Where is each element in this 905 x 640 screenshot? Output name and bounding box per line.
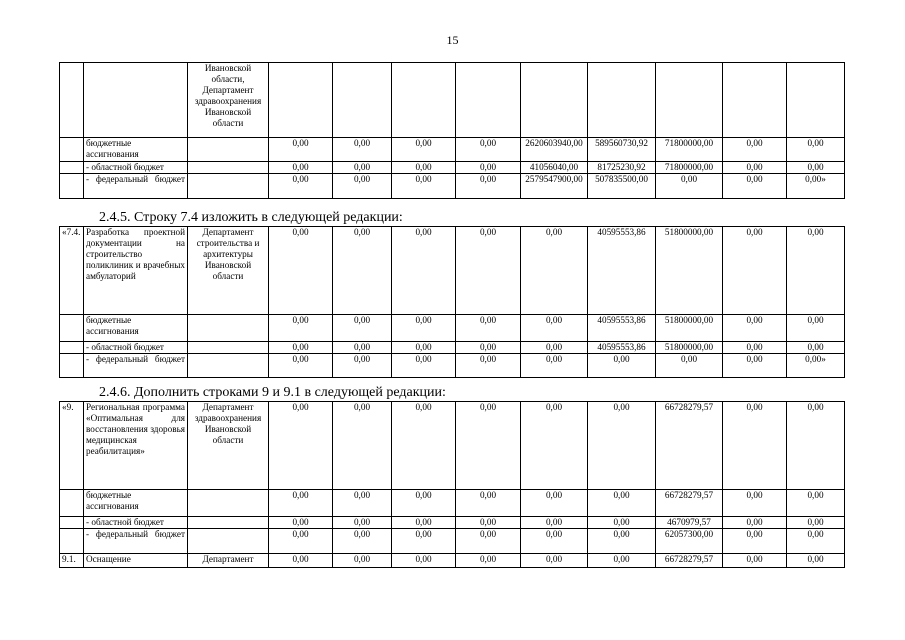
- value-cell: 0,00: [392, 138, 456, 162]
- value-cell: 0,00: [588, 517, 656, 529]
- section-heading-2-4-5: 2.4.5. Строку 7.4 изложить в следующей редакции:: [99, 210, 403, 225]
- item-name-cell: [84, 63, 188, 138]
- value-cell: 66728279,57: [656, 490, 723, 517]
- row-number-cell: 9.1.: [60, 554, 84, 568]
- value-cell: 0,00: [723, 342, 787, 354]
- value-cell: 0,00: [456, 174, 521, 199]
- value-cell: 81725230,92: [588, 162, 656, 174]
- row-number-cell: [60, 63, 84, 138]
- row-number-cell: «9.: [60, 402, 84, 490]
- value-cell: 0,00: [392, 554, 456, 568]
- table-row: [60, 315, 845, 342]
- table-row: [60, 517, 845, 529]
- executor-cell: [188, 162, 269, 174]
- value-cell: 0,00: [521, 315, 588, 342]
- value-cell: 0,00: [333, 315, 392, 342]
- executor-cell: [188, 174, 269, 199]
- row-number-cell: [60, 174, 84, 199]
- item-name-cell: - областной бюджет: [84, 342, 188, 354]
- value-cell: 40595553,86: [588, 227, 656, 315]
- row-number-cell: [60, 138, 84, 162]
- row-number-cell: [60, 354, 84, 378]
- value-cell: 589560730,92: [588, 138, 656, 162]
- budget-table-rows-9: [59, 401, 845, 568]
- table-row: [60, 138, 845, 162]
- value-cell: 0,00: [456, 227, 521, 315]
- value-cell: 0,00: [723, 402, 787, 490]
- value-cell: 2620603940,00: [521, 138, 588, 162]
- value-cell: 0,00: [456, 138, 521, 162]
- value-cell: 2579547900,00: [521, 174, 588, 199]
- item-name-cell: бюджетные ассигнования: [84, 138, 188, 162]
- row-number-cell: [60, 490, 84, 517]
- value-cell: 0,00: [333, 402, 392, 490]
- value-cell: [588, 63, 656, 138]
- value-cell: 0,00: [723, 138, 787, 162]
- value-cell: 0,00: [521, 354, 588, 378]
- value-cell: 0,00: [588, 554, 656, 568]
- value-cell: 0,00: [521, 529, 588, 554]
- table-row: [60, 402, 845, 490]
- value-cell: 0,00: [588, 529, 656, 554]
- value-cell: 0,00: [787, 517, 845, 529]
- value-cell: [787, 63, 845, 138]
- value-cell: 0,00: [787, 342, 845, 354]
- value-cell: 0,00: [269, 490, 333, 517]
- value-cell: 0,00: [787, 162, 845, 174]
- value-cell: 0,00: [269, 529, 333, 554]
- value-cell: [521, 63, 588, 138]
- value-cell: 0,00: [588, 402, 656, 490]
- value-cell: 0,00: [456, 402, 521, 490]
- value-cell: 0,00: [656, 354, 723, 378]
- value-cell: [333, 63, 392, 138]
- item-name-cell: - федеральный бюджет: [84, 529, 188, 554]
- value-cell: 0,00: [723, 227, 787, 315]
- value-cell: 0,00: [269, 402, 333, 490]
- value-cell: 0,00: [656, 174, 723, 199]
- table-row: [60, 162, 845, 174]
- value-cell: 0,00: [269, 342, 333, 354]
- value-cell: 62057300,00: [656, 529, 723, 554]
- value-cell: 0,00: [787, 490, 845, 517]
- value-cell: 0,00: [456, 315, 521, 342]
- executor-cell: Департамент: [188, 554, 269, 568]
- value-cell: 0,00: [392, 517, 456, 529]
- row-number-cell: [60, 517, 84, 529]
- value-cell: 0,00: [333, 138, 392, 162]
- value-cell: 0,00: [333, 227, 392, 315]
- value-cell: 0,00: [521, 554, 588, 568]
- value-cell: 0,00: [723, 162, 787, 174]
- value-cell: 0,00: [588, 354, 656, 378]
- value-cell: 0,00: [392, 402, 456, 490]
- value-cell: 0,00: [456, 354, 521, 378]
- value-cell: 0,00: [333, 517, 392, 529]
- value-cell: 0,00: [333, 162, 392, 174]
- value-cell: 0,00: [723, 315, 787, 342]
- executor-cell: [188, 342, 269, 354]
- table-row: [60, 63, 845, 138]
- value-cell: 0,00: [269, 174, 333, 199]
- value-cell: 0,00: [269, 138, 333, 162]
- item-name-cell: - областной бюджет: [84, 162, 188, 174]
- value-cell: 0,00»: [787, 174, 845, 199]
- value-cell: 71800000,00: [656, 162, 723, 174]
- table-row: [60, 354, 845, 378]
- table-row: [60, 342, 845, 354]
- value-cell: 0,00: [456, 162, 521, 174]
- value-cell: 0,00: [521, 517, 588, 529]
- value-cell: 0,00: [723, 354, 787, 378]
- row-number-cell: [60, 342, 84, 354]
- value-cell: 0,00»: [787, 354, 845, 378]
- value-cell: 0,00: [521, 342, 588, 354]
- value-cell: 66728279,57: [656, 402, 723, 490]
- value-cell: 0,00: [392, 162, 456, 174]
- value-cell: 4670979,57: [656, 517, 723, 529]
- value-cell: 0,00: [521, 227, 588, 315]
- value-cell: 0,00: [333, 354, 392, 378]
- value-cell: 0,00: [723, 529, 787, 554]
- table-row: [60, 227, 845, 315]
- value-cell: 0,00: [392, 529, 456, 554]
- value-cell: 0,00: [787, 554, 845, 568]
- row-number-cell: «7.4.: [60, 227, 84, 315]
- value-cell: 0,00: [392, 342, 456, 354]
- executor-cell: [188, 517, 269, 529]
- item-name-cell: бюджетные ассигнования: [84, 315, 188, 342]
- value-cell: 0,00: [333, 490, 392, 517]
- value-cell: 0,00: [787, 402, 845, 490]
- value-cell: 51800000,00: [656, 342, 723, 354]
- executor-cell: [188, 315, 269, 342]
- value-cell: 0,00: [787, 138, 845, 162]
- value-cell: 41056040,00: [521, 162, 588, 174]
- value-cell: 0,00: [333, 174, 392, 199]
- row-number-cell: [60, 315, 84, 342]
- row-number-cell: [60, 162, 84, 174]
- item-name-cell: бюджетные ассигнования: [84, 490, 188, 517]
- value-cell: 0,00: [723, 174, 787, 199]
- value-cell: 0,00: [787, 529, 845, 554]
- value-cell: 0,00: [269, 554, 333, 568]
- item-name-cell: Оснащение: [84, 554, 188, 568]
- executor-cell: Департамент здравоохранения Ивановской области: [188, 402, 269, 490]
- value-cell: 0,00: [269, 227, 333, 315]
- value-cell: 51800000,00: [656, 227, 723, 315]
- item-name-cell: Разработка проектной документации на строительство поликлиник и врачебных амбулаторий: [84, 227, 188, 315]
- value-cell: 0,00: [456, 490, 521, 517]
- value-cell: 0,00: [456, 517, 521, 529]
- value-cell: 507835500,00: [588, 174, 656, 199]
- section-heading-2-4-6: 2.4.6. Дополнить строками 9 и 9.1 в следующей редакции:: [99, 385, 446, 400]
- value-cell: 66728279,57: [656, 554, 723, 568]
- budget-table-row-7-4: [59, 226, 845, 378]
- value-cell: 0,00: [269, 315, 333, 342]
- budget-table-continuation: [59, 62, 845, 199]
- table-row: [60, 554, 845, 568]
- value-cell: [392, 63, 456, 138]
- value-cell: 71800000,00: [656, 138, 723, 162]
- value-cell: 0,00: [392, 490, 456, 517]
- value-cell: [269, 63, 333, 138]
- value-cell: 0,00: [392, 315, 456, 342]
- value-cell: 0,00: [333, 554, 392, 568]
- table-row: [60, 490, 845, 517]
- table-row: [60, 174, 845, 199]
- value-cell: 0,00: [456, 529, 521, 554]
- value-cell: 0,00: [269, 517, 333, 529]
- value-cell: 0,00: [521, 490, 588, 517]
- executor-cell: Департамент строительства и архитектуры Ивановской области: [188, 227, 269, 315]
- value-cell: 0,00: [588, 490, 656, 517]
- value-cell: 51800000,00: [656, 315, 723, 342]
- item-name-cell: - федеральный бюджет: [84, 174, 188, 199]
- value-cell: [656, 63, 723, 138]
- value-cell: 0,00: [787, 227, 845, 315]
- executor-cell: Ивановской области, Департамент здравоохранения Ивановской области: [188, 63, 269, 138]
- item-name-cell: - федеральный бюджет: [84, 354, 188, 378]
- executor-cell: [188, 138, 269, 162]
- value-cell: 0,00: [392, 227, 456, 315]
- value-cell: 0,00: [392, 174, 456, 199]
- value-cell: 0,00: [269, 354, 333, 378]
- value-cell: [456, 63, 521, 138]
- row-number-cell: [60, 529, 84, 554]
- value-cell: 0,00: [456, 342, 521, 354]
- value-cell: 40595553,86: [588, 315, 656, 342]
- value-cell: 0,00: [723, 490, 787, 517]
- value-cell: 0,00: [392, 354, 456, 378]
- value-cell: 0,00: [723, 517, 787, 529]
- value-cell: 40595553,86: [588, 342, 656, 354]
- executor-cell: [188, 354, 269, 378]
- item-name-cell: Региональная программа «Оптимальная для восстановления здоровья медицинская реабилитация»: [84, 402, 188, 490]
- value-cell: 0,00: [787, 315, 845, 342]
- value-cell: 0,00: [723, 554, 787, 568]
- table-row: [60, 529, 845, 554]
- value-cell: 0,00: [269, 162, 333, 174]
- value-cell: 0,00: [333, 529, 392, 554]
- executor-cell: [188, 529, 269, 554]
- value-cell: 0,00: [521, 402, 588, 490]
- page-number: 15: [446, 33, 459, 47]
- executor-cell: [188, 490, 269, 517]
- item-name-cell: - областной бюджет: [84, 517, 188, 529]
- value-cell: 0,00: [333, 342, 392, 354]
- value-cell: [723, 63, 787, 138]
- value-cell: 0,00: [456, 554, 521, 568]
